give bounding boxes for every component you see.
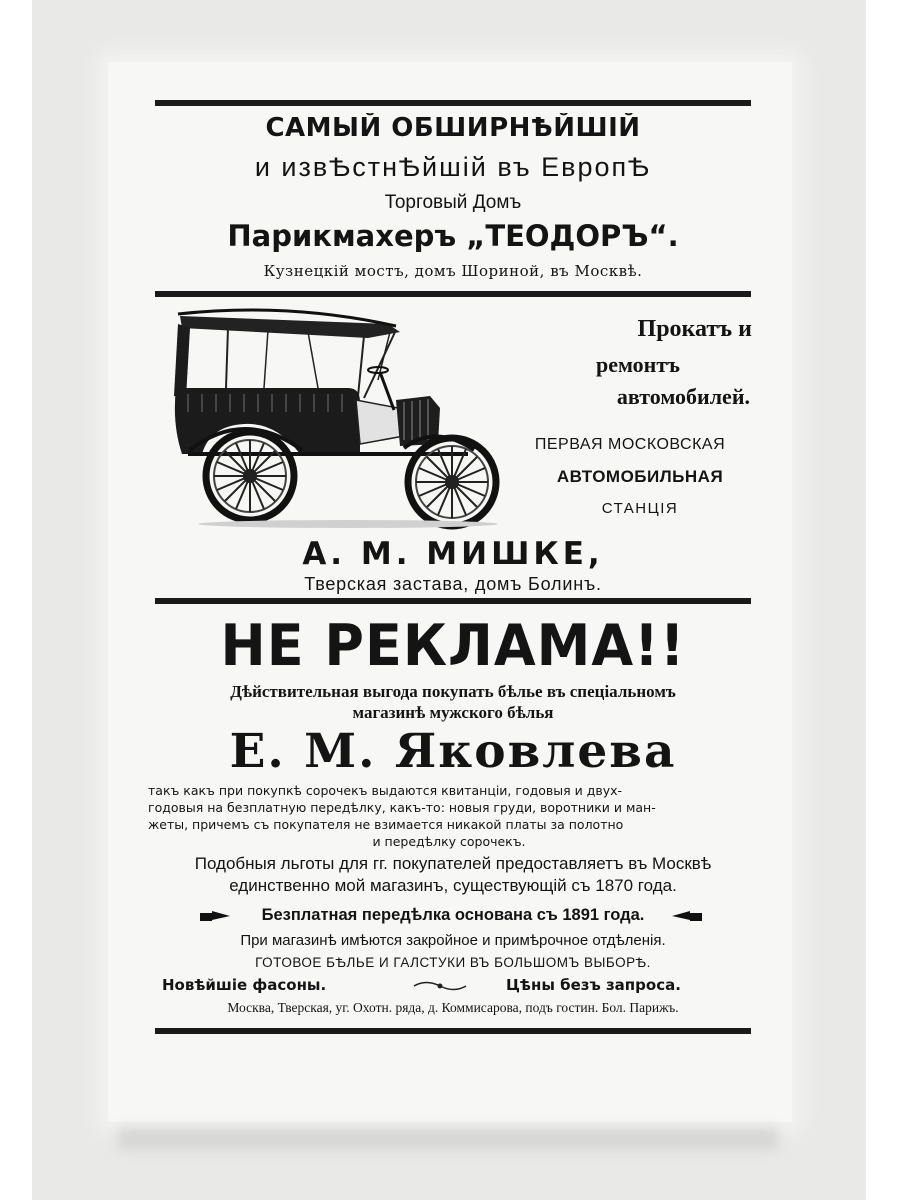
ad3-address: Москва, Тверская, уг. Охотн. ряда, д. Коммисарова, подъ гостин. Бол. Парижъ. — [227, 1000, 679, 1015]
ad2-rental-line: Прокатъ и — [637, 316, 752, 342]
ad3-founded: Безплатная передѣлка основана съ 1891 года. — [261, 906, 645, 924]
ad2-owner-name: А. М. МИШКЕ, — [302, 536, 604, 572]
pointing-hand-left-icon — [670, 909, 704, 925]
ad3-intro-line-1: Дѣйствительная выгода покупать бѣлье въ спеціальномъ — [230, 682, 676, 701]
ad3-body-text — [148, 782, 750, 850]
ad3-ready-made: ГОТОВОЕ БѢЛЬЕ И ГАЛСТУКИ ВЪ БОЛЬШОМЪ ВЫБОРѢ. — [255, 955, 651, 970]
top-rule — [155, 100, 751, 106]
scan-shadow — [118, 1128, 778, 1150]
ad2-repair-line: ремонтъ — [595, 352, 680, 377]
ad1-headline: САМЫЙ ОБШИРНѢЙШІЙ — [265, 113, 641, 143]
ornament-divider-icon — [412, 979, 468, 993]
scan-margin-left — [0, 0, 32, 1200]
divider-rule-1 — [155, 291, 751, 297]
ad3-shop-name: Е. М. Яковлева — [229, 724, 677, 779]
ad3-body-line: годовыя на безплатную передѣлку, какъ-то: новыя груди, воротники и ман- — [148, 800, 656, 815]
scan-margin-right — [866, 0, 900, 1200]
ad2-address: Тверская застава, домъ Болинъ. — [304, 574, 602, 594]
ad1-subheadline: и извѢстнѢйшій въ ЕвропѢ — [254, 152, 652, 182]
ad2-station: СТАНЦІЯ — [601, 500, 679, 517]
ad3-headline: НЕ РЕКЛАМА!! — [220, 612, 686, 679]
ad2-automobile-station: АВТОМОБИЛЬНАЯ — [556, 467, 724, 486]
ad3-body-line: такъ какъ при покупкѣ сорочекъ выдаются квитанціи, годовыя и двух- — [148, 783, 623, 798]
ad1-business-name: Парикмахеръ „ТЕОДОРЪ“. — [227, 219, 679, 253]
bottom-rule — [155, 1028, 751, 1034]
ad3-benefits-line-2: единственно мой магазинъ, существующій съ 1870 года. — [229, 876, 677, 895]
automobile-illustration — [168, 304, 508, 530]
ad2-first-moscow: ПЕРВАЯ МОСКОВСКАЯ — [534, 436, 726, 453]
ad2-automobiles-line: автомобилей. — [616, 384, 750, 409]
ad3-workshop: При магазинѣ имѣются закройное и примѣрочное отдѣленія. — [240, 932, 666, 949]
divider-rule-2 — [155, 598, 751, 604]
ad3-prices: Цѣны безъ запроса. — [506, 976, 681, 994]
ad3-fashions: Новѣйшіе фасоны. — [162, 976, 327, 994]
ad3-benefits-line-1: Подобныя льготы для гг. покупателей предоставляетъ въ Москвѣ — [194, 854, 712, 873]
ad3-body-line: жеты, причемъ съ покупателя не взимается никакой платы за полотно — [148, 817, 624, 832]
ad1-trading-house: Торговый Домъ — [384, 192, 522, 213]
ad3-intro-line-2: магазинѣ мужского бѣлья — [352, 703, 554, 722]
ad1-address: Кузнецкій мостъ, домъ Шориной, въ Москвѣ. — [263, 262, 643, 280]
ad3-body-line: и передѣлку сорочекъ. — [372, 834, 526, 849]
